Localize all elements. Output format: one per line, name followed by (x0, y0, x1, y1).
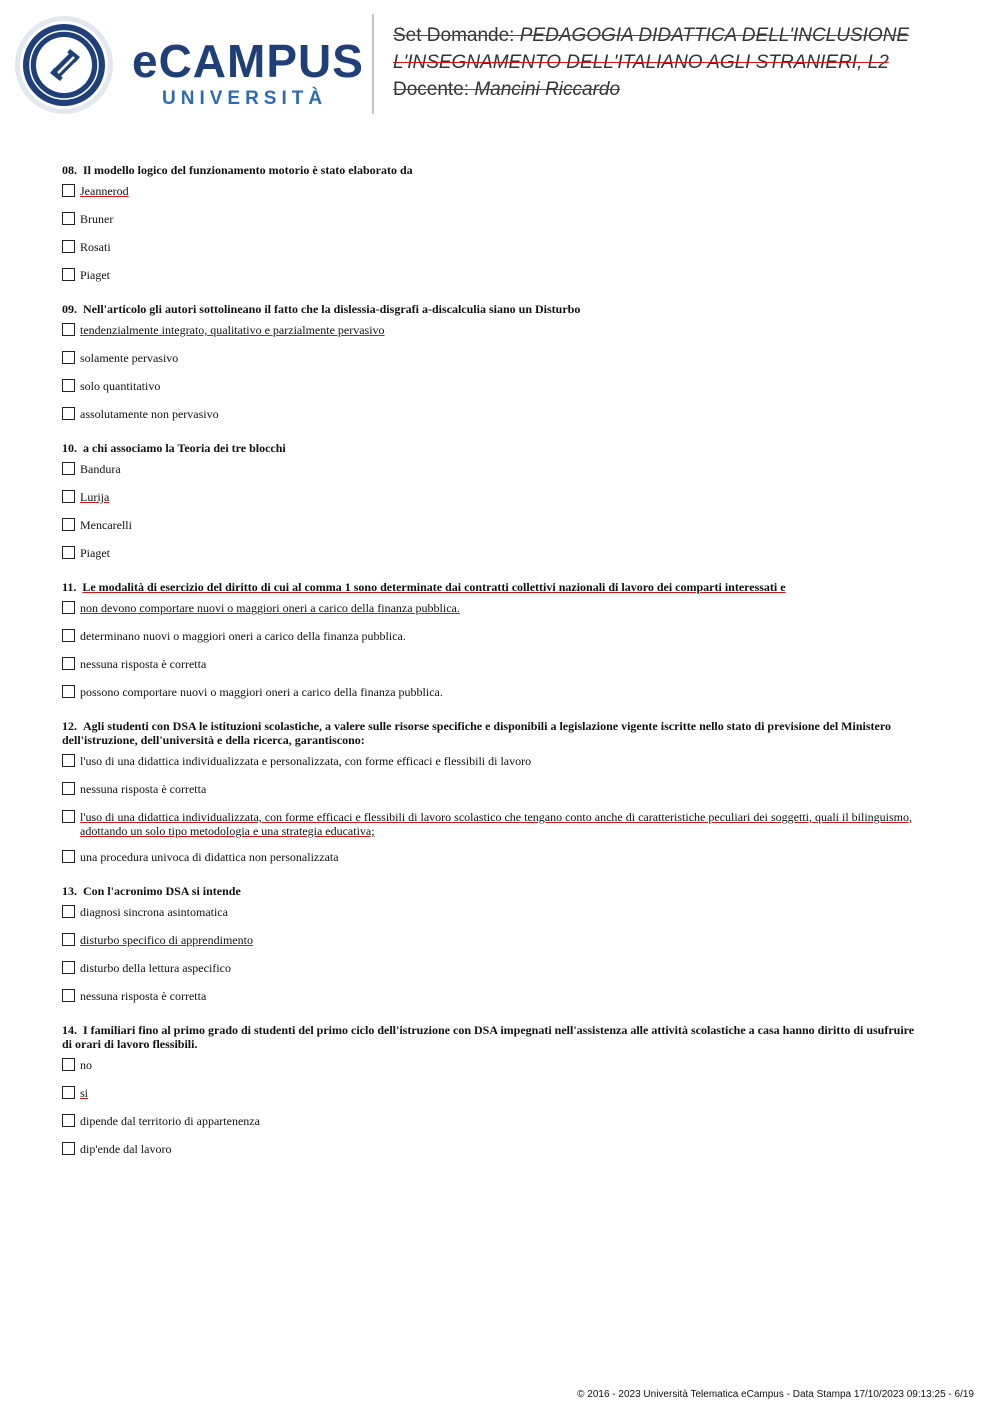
page-header (0, 0, 1000, 130)
question-block (62, 580, 922, 701)
checkbox[interactable] (62, 933, 75, 946)
question-list (62, 163, 922, 1176)
checkbox[interactable] (62, 351, 75, 364)
checkbox[interactable] (62, 657, 75, 670)
checkbox[interactable] (62, 685, 75, 698)
answer-option-label: Bruner (80, 212, 114, 226)
answer-option[interactable] (62, 351, 922, 367)
answer-option-label: solamente pervasivo (80, 351, 179, 365)
answer-option[interactable] (62, 601, 922, 617)
question-text: I familiari fino al primo grado di studenti del primo ciclo dell'istruzione con DSA impegnati nell'assistenza alle attività scolastiche a casa hanno diritto di usufruire di orari di lavoro flessibili. (62, 1023, 915, 1051)
answer-option-label: Rosati (80, 240, 111, 254)
answer-option-label: diagnosi sincrona asintomatica (80, 905, 228, 919)
answer-option[interactable] (62, 518, 922, 534)
question-block (62, 163, 922, 284)
set-line-2 (393, 49, 909, 76)
answer-option[interactable] (62, 268, 922, 284)
question-title (62, 1023, 922, 1051)
checkbox[interactable] (62, 1114, 75, 1127)
question-text: Agli studenti con DSA le istituzioni scolastiche, a valere sulle risorse specifiche e disponibili a legislazione vigente iscritte nello stato di previsione del Ministero dell'istruzione, dell'università e della ricerca, garantiscono: (62, 719, 891, 747)
brand-main: eCAMPUS (132, 35, 364, 87)
checkbox[interactable] (62, 1142, 75, 1155)
question-block (62, 302, 922, 423)
answer-option[interactable] (62, 1114, 922, 1130)
question-block (62, 719, 922, 866)
question-title (62, 884, 922, 898)
docente-line (393, 76, 909, 103)
checkbox[interactable] (62, 1086, 75, 1099)
answer-option[interactable] (62, 462, 922, 478)
checkbox[interactable] (62, 1058, 75, 1071)
answer-option[interactable] (62, 850, 922, 866)
answer-option-label: non devono comportare nuovi o maggiori oneri a carico della finanza pubblica. (80, 601, 460, 615)
answer-option[interactable] (62, 905, 922, 921)
checkbox[interactable] (62, 518, 75, 531)
answer-option-label: possono comportare nuovi o maggiori oneri a carico della finanza pubblica. (80, 685, 443, 699)
answer-option[interactable] (62, 1058, 922, 1074)
checkbox[interactable] (62, 850, 75, 863)
answer-option-label: dipende dal territorio di appartenenza (80, 1114, 260, 1128)
question-number: 14. (62, 1023, 77, 1037)
question-title (62, 302, 922, 316)
checkbox[interactable] (62, 490, 75, 503)
answer-option[interactable] (62, 961, 922, 977)
checkbox[interactable] (62, 407, 75, 420)
answer-option-label: l'uso di una didattica individualizzata e personalizzata, con forme efficaci e flessibili di lavoro (80, 754, 532, 768)
checkbox[interactable] (62, 268, 75, 281)
question-block (62, 884, 922, 1005)
question-title (62, 719, 922, 747)
set-info (393, 22, 909, 103)
answer-option[interactable] (62, 323, 922, 339)
question-number: 12. (62, 719, 77, 733)
answer-option[interactable] (62, 1142, 922, 1158)
docente-value: Mancini Riccardo (474, 79, 621, 100)
answer-option-label: Mencarelli (80, 518, 132, 532)
page-footer: © 2016 - 2023 Università Telematica eCampus - Data Stampa 17/10/2023 09:13:25 - 6/19 (577, 1389, 974, 1400)
checkbox[interactable] (62, 601, 75, 614)
answer-option[interactable] (62, 546, 922, 562)
brand-sub: UNIVERSITÀ (162, 88, 328, 109)
answer-option-label: Lurija (80, 490, 110, 504)
question-title (62, 441, 922, 455)
answer-option-label: solo quantitativo (80, 379, 161, 393)
answer-option-label: Piaget (80, 546, 110, 560)
ecampus-seal-icon (14, 15, 114, 115)
answer-option-label: determinano nuovi o maggiori oneri a carico della finanza pubblica. (80, 629, 406, 643)
set-label: Set Domande: (393, 25, 515, 46)
checkbox[interactable] (62, 546, 75, 559)
checkbox[interactable] (62, 905, 75, 918)
answer-option-label: no (80, 1058, 92, 1072)
answer-option[interactable] (62, 407, 922, 423)
checkbox[interactable] (62, 184, 75, 197)
answer-option[interactable] (62, 212, 922, 228)
header-divider (372, 14, 374, 114)
question-number: 08. (62, 163, 77, 177)
checkbox[interactable] (62, 212, 75, 225)
question-text: Con l'acronimo DSA si intende (83, 884, 241, 898)
question-block (62, 1023, 922, 1158)
answer-option-label: dip'ende dal lavoro (80, 1142, 172, 1156)
answer-option-label: disturbo specifico di apprendimento (80, 933, 253, 947)
checkbox[interactable] (62, 754, 75, 767)
question-number: 09. (62, 302, 77, 316)
answer-option[interactable] (62, 240, 922, 256)
set-line-1 (393, 22, 909, 49)
docente-label: Docente: (393, 79, 470, 100)
answer-option-label: Piaget (80, 268, 110, 282)
answer-option[interactable] (62, 1086, 922, 1102)
answer-option[interactable] (62, 754, 922, 770)
checkbox[interactable] (62, 323, 75, 336)
checkbox[interactable] (62, 462, 75, 475)
answer-option-label: si (80, 1086, 89, 1100)
answer-option-label: nessuna risposta è corretta (80, 657, 207, 671)
checkbox[interactable] (62, 961, 75, 974)
answer-option[interactable] (62, 685, 922, 701)
question-block (62, 441, 922, 562)
set-value-1: PEDAGOGIA DIDATTICA DELL'INCLUSIONE (519, 25, 910, 46)
question-text: Nell'articolo gli autori sottolineano il fatto che la dislessia-disgrafi a-discalculia siano un Disturbo (83, 302, 581, 316)
answer-option[interactable] (62, 379, 922, 395)
question-text: Le modalità di esercizio del diritto di cui al comma 1 sono determinate dai contratti collettivi nazionali di lavoro dei comparti interessati e (82, 580, 786, 594)
question-text: Il modello logico del funzionamento motorio è stato elaborato da (83, 163, 413, 177)
answer-option[interactable] (62, 657, 922, 673)
answer-option-label: Jeannerod (80, 184, 129, 198)
set-value-2: L'INSEGNAMENTO DELL'ITALIANO AGLI STRANIERI, L2 (393, 52, 889, 73)
checkbox[interactable] (62, 989, 75, 1002)
checkbox[interactable] (62, 379, 75, 392)
answer-option[interactable] (62, 629, 922, 645)
answer-option-label: Bandura (80, 462, 121, 476)
answer-option-label: tendenzialmente integrato, qualitativo e parzialmente pervasivo (80, 323, 385, 337)
question-number: 13. (62, 884, 77, 898)
answer-option[interactable] (62, 810, 922, 838)
answer-option-label: nessuna risposta è corretta (80, 782, 207, 796)
question-title (62, 163, 922, 177)
answer-option[interactable] (62, 933, 922, 949)
brand-logo (132, 35, 364, 110)
checkbox[interactable] (62, 782, 75, 795)
answer-option-label: l'uso di una didattica individualizzata, con forme efficaci e flessibili di lavoro scolastico che tengano conto anche di caratteristiche peculiari dei soggetti, quali il bilinguismo, adottando un solo tipo metodologia e una strategia educativa; (80, 810, 913, 838)
question-number: 10. (62, 441, 77, 455)
checkbox[interactable] (62, 810, 75, 823)
question-text: a chi associamo la Teoria dei tre blocchi (83, 441, 286, 455)
answer-option-label: una procedura univoca di didattica non personalizzata (80, 850, 339, 864)
answer-option-label: nessuna risposta è corretta (80, 989, 207, 1003)
checkbox[interactable] (62, 629, 75, 642)
answer-option[interactable] (62, 782, 922, 798)
answer-option[interactable] (62, 989, 922, 1005)
answer-option[interactable] (62, 184, 922, 200)
checkbox[interactable] (62, 240, 75, 253)
answer-option-label: disturbo della lettura aspecifico (80, 961, 231, 975)
answer-option-label: assolutamente non pervasivo (80, 407, 219, 421)
question-title (62, 580, 922, 594)
answer-option[interactable] (62, 490, 922, 506)
question-number: 11. (62, 580, 77, 594)
